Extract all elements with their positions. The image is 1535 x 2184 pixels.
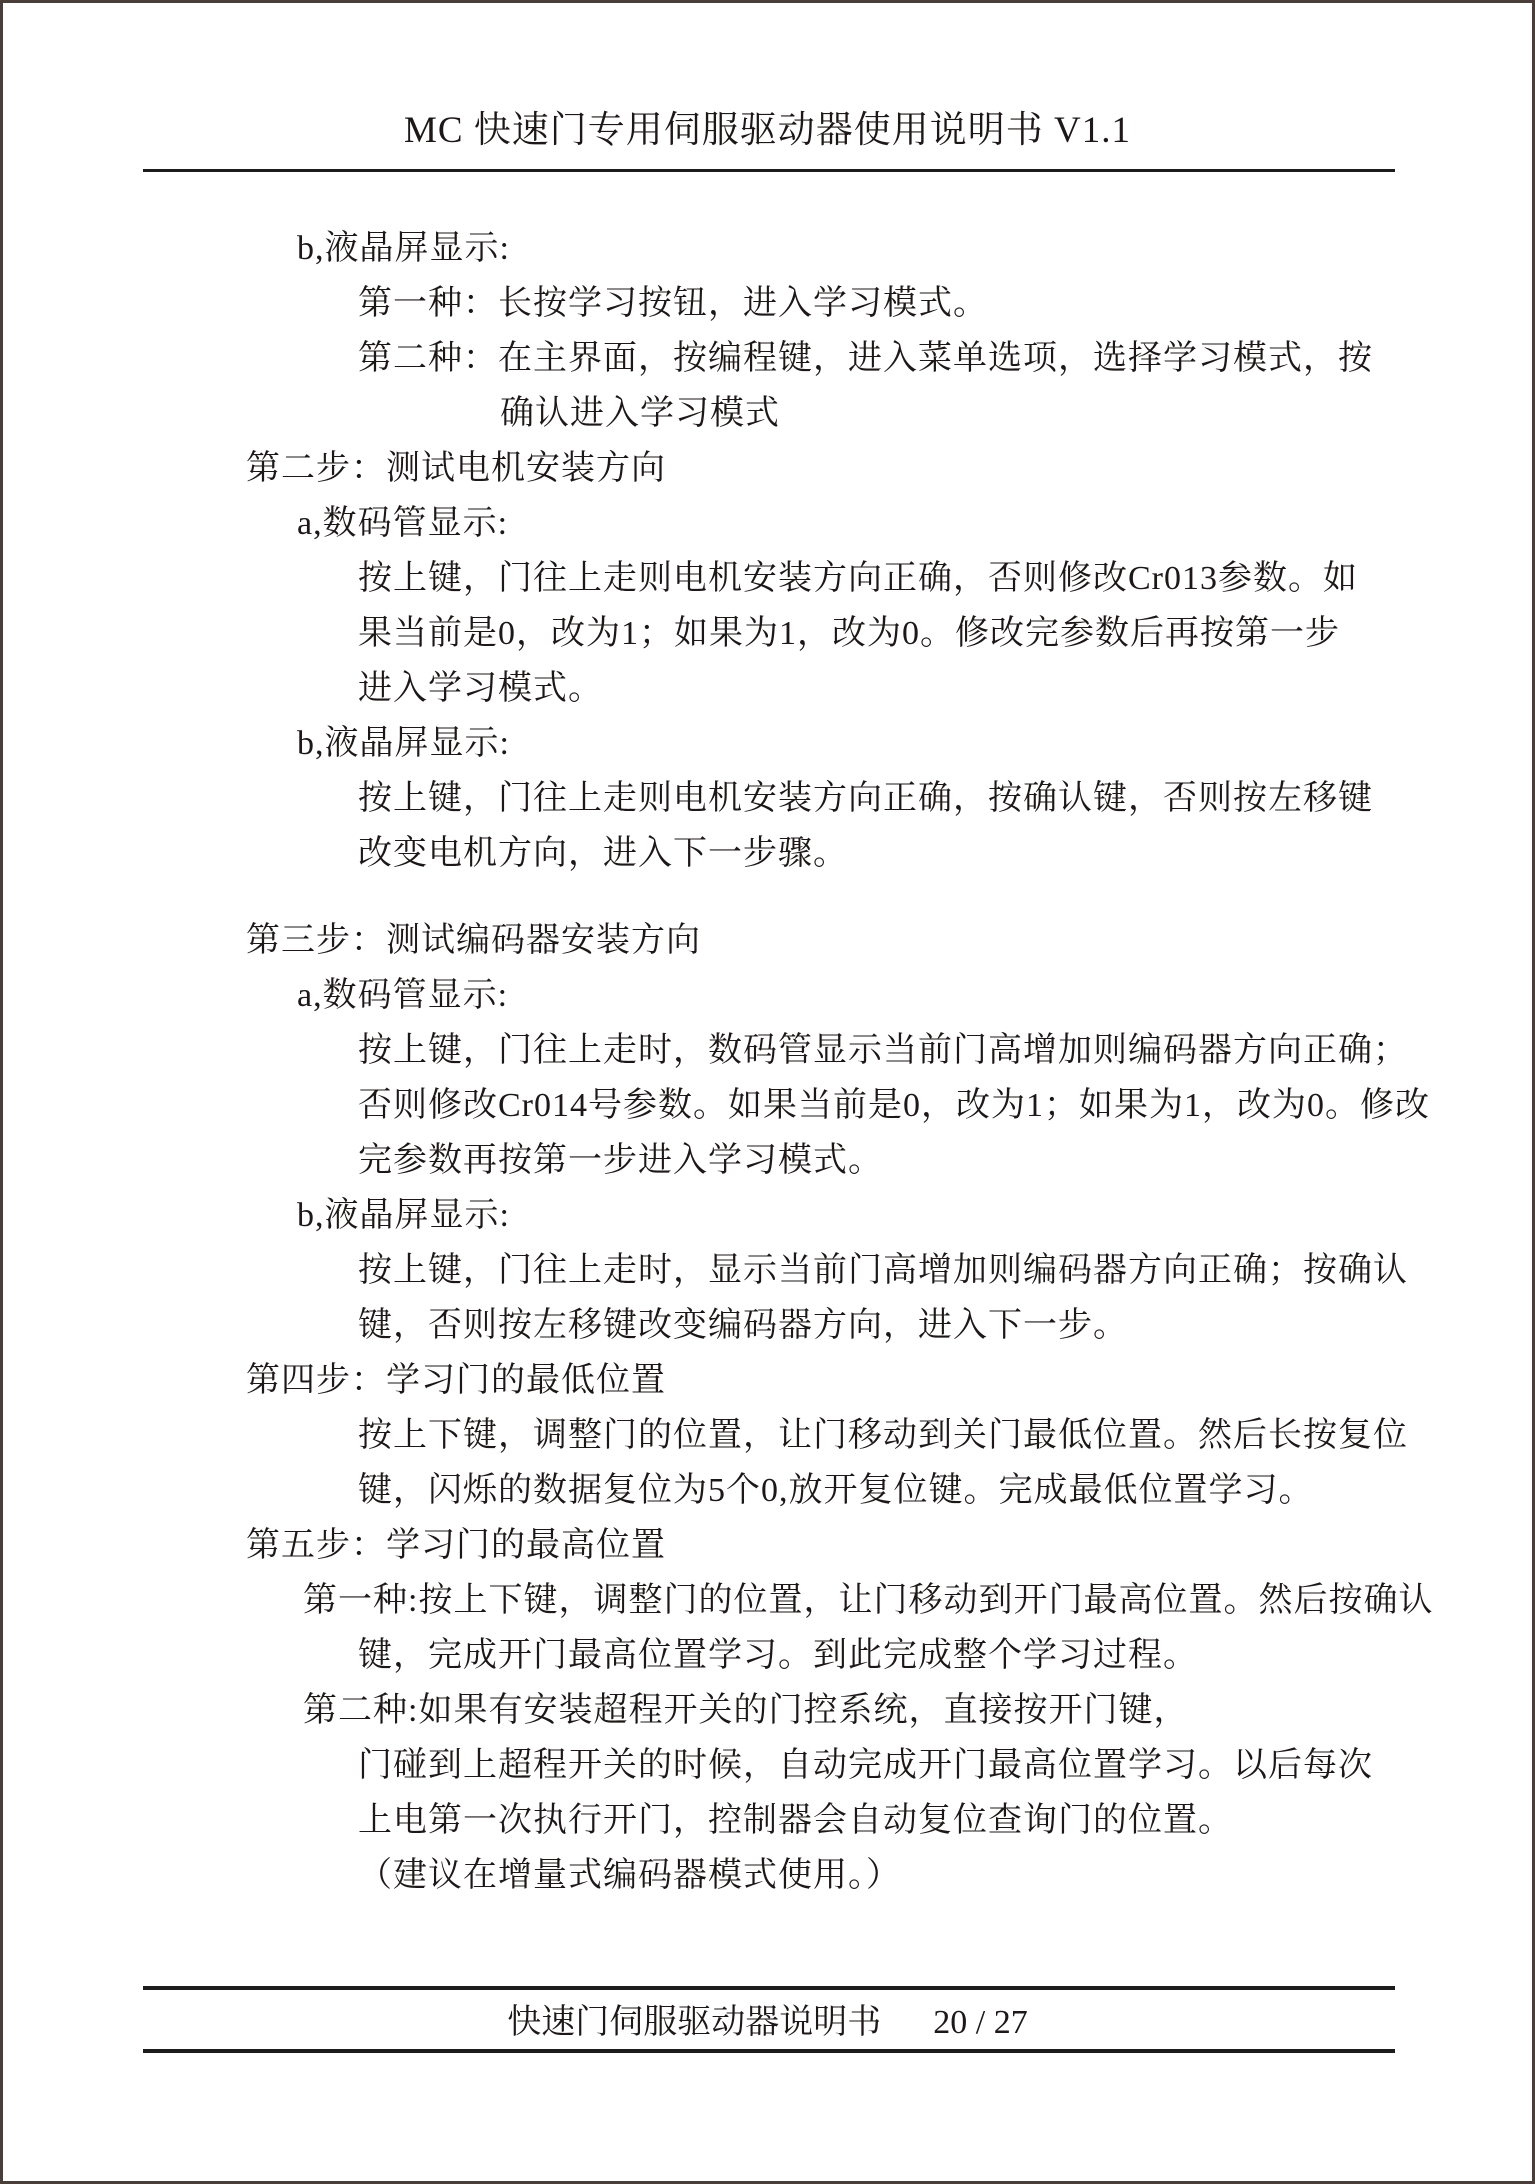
text-line: 上电第一次执行开门，控制器会自动复位查询门的位置。 — [358, 1802, 1233, 1839]
text-line: 第一种：长按学习按钮，进入学习模式。 — [358, 285, 988, 322]
text-line: 改变电机方向，进入下一步骤。 — [358, 835, 848, 872]
step-heading: 第四步：学习门的最低位置 — [246, 1362, 666, 1399]
page-footer — [3, 2002, 1532, 2044]
header-divider — [143, 169, 1395, 172]
text-line: 进入学习模式。 — [358, 670, 603, 707]
footer-page-number: 20 / 27 — [933, 2004, 1028, 2041]
footer-doc-title: 快速门伺服驱动器说明书 — [507, 2004, 882, 2041]
text-line: 按上键，门往上走时，显示当前门高增加则编码器方向正确；按确认 — [358, 1252, 1408, 1289]
text-line: 键，完成开门最高位置学习。到此完成整个学习过程。 — [358, 1637, 1198, 1674]
text-line: b,液晶屏显示: — [297, 230, 510, 267]
text-line: 按上键，门往上走时，数码管显示当前门高增加则编码器方向正确； — [358, 1032, 1408, 1069]
text-line: 按上下键，调整门的位置，让门移动到关门最低位置。然后长按复位 — [358, 1417, 1408, 1454]
text-line: a,数码管显示: — [297, 977, 509, 1014]
step-heading: 第二步：测试电机安装方向 — [246, 450, 666, 487]
text-line: 门碰到上超程开关的时候，自动完成开门最高位置学习。以后每次 — [358, 1747, 1373, 1784]
footer-divider-bottom — [143, 2049, 1395, 2053]
text-line: 按上键，门往上走则电机安装方向正确，否则修改Cr013参数。如 — [358, 560, 1358, 597]
page-title: MC 快速门专用伺服驱动器使用说明书 V1.1 — [403, 110, 1132, 151]
text-line: 确认进入学习模式 — [500, 395, 780, 432]
step-heading: 第三步：测试编码器安装方向 — [246, 922, 701, 959]
text-line: 键，闪烁的数据复位为5个0,放开复位键。完成最低位置学习。 — [358, 1472, 1314, 1509]
text-line: （建议在增量式编码器模式使用。） — [358, 1857, 901, 1894]
text-line: 果当前是0，改为1；如果为1，改为0。修改完参数后再按第一步 — [358, 615, 1340, 652]
text-line: a,数码管显示: — [297, 505, 509, 542]
text-line: 键，否则按左移键改变编码器方向，进入下一步。 — [358, 1307, 1128, 1344]
text-line: 第二种：在主界面，按编程键，进入菜单选项，选择学习模式，按 — [358, 340, 1373, 377]
text-line: 否则修改Cr014号参数。如果当前是0，改为1；如果为1，改为0。修改 — [358, 1087, 1430, 1124]
step-heading: 第五步：学习门的最高位置 — [246, 1527, 666, 1564]
footer-divider-top — [143, 1986, 1395, 1990]
text-line: b,液晶屏显示: — [297, 725, 510, 762]
text-line: 第一种:按上下键，调整门的位置，让门移动到开门最高位置。然后按确认 — [303, 1582, 1434, 1619]
text-line: 完参数再按第一步进入学习模式。 — [358, 1142, 883, 1179]
text-line: b,液晶屏显示: — [297, 1197, 510, 1234]
text-line: 按上键，门往上走则电机安装方向正确，按确认键，否则按左移键 — [358, 780, 1373, 817]
document-body — [3, 221, 1535, 1903]
text-line: 第二种:如果有安装超程开关的门控系统，直接按开门键， — [303, 1692, 1189, 1729]
